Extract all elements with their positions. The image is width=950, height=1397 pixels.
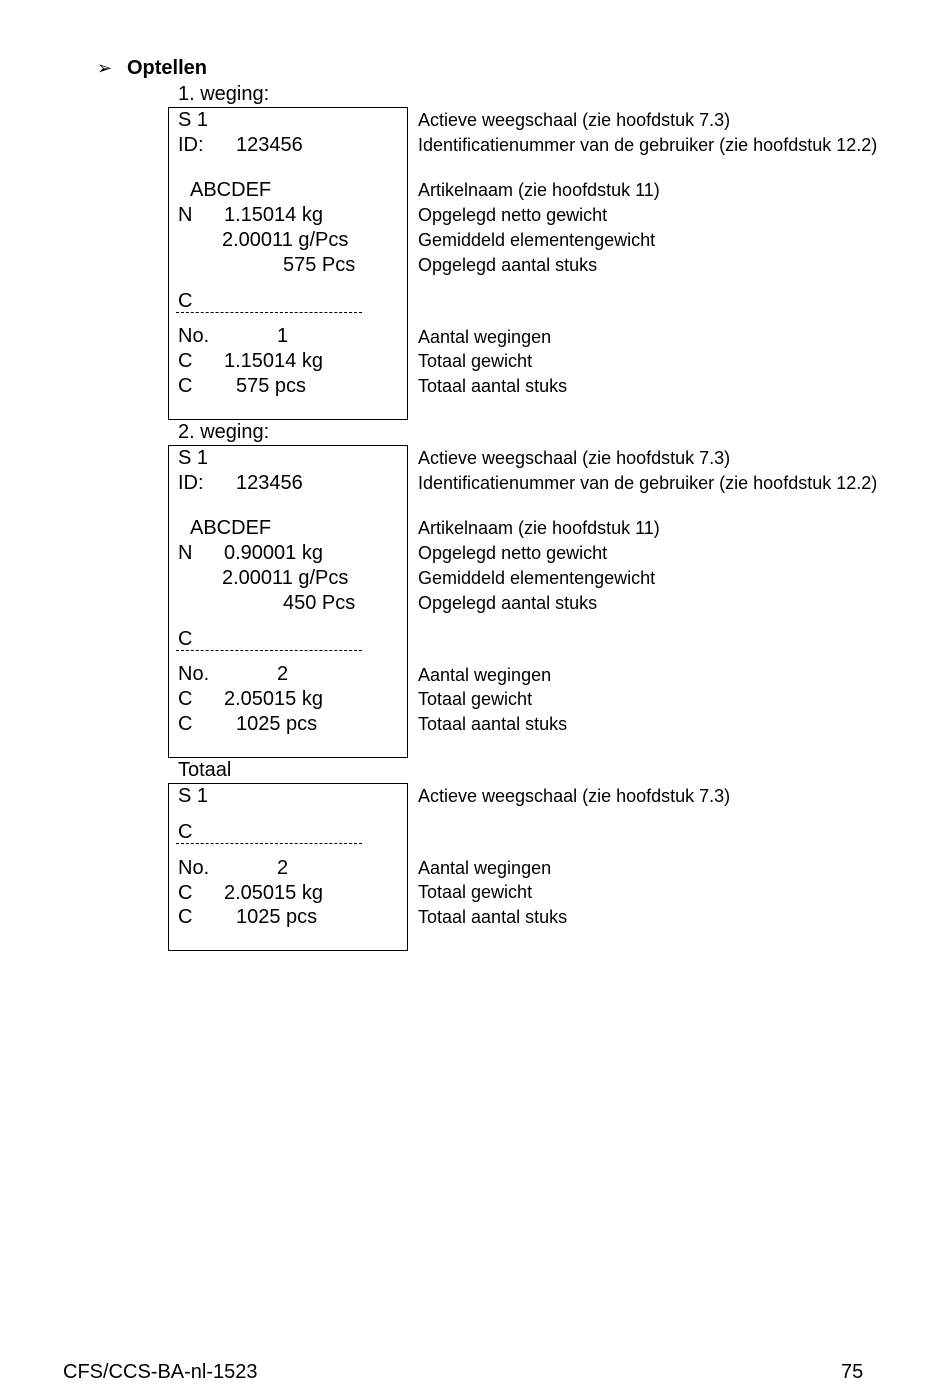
printout-total-label: C [178,350,193,372]
desc-total-weight: Totaal gewicht [418,351,533,371]
printout-pieces: 450 Pcs [283,592,356,614]
heading-title: Optellen [127,57,208,79]
desc-total-pcs: Totaal aantal stuks [418,907,568,927]
section-label-total: Totaal [178,759,232,781]
printout-total-pcs-label: C [178,713,193,735]
printout-c-label: C [178,628,193,650]
printout-scale: S 1 [178,447,209,469]
dashed-separator [176,843,362,844]
printout-no-value: 1 [277,325,289,347]
printout-total-pcs-label: C [178,375,193,397]
printout-n-label: N [178,204,193,226]
printout-total-weight: 1.15014 kg [224,350,323,372]
printout-total-pcs: 1025 pcs [236,906,318,928]
desc-net: Opgelegd netto gewicht [418,205,608,225]
printout-no-label: No. [178,325,210,347]
printout-n-label: N [178,542,193,564]
desc-count: Aantal wegingen [418,665,552,685]
section-label-2: 2. weging: [178,421,270,443]
section-label-1: 1. weging: [178,83,270,105]
desc-article: Artikelnaam (zie hoofdstuk 11) [418,518,660,538]
desc-pieces: Opgelegd aantal stuks [418,255,598,275]
printout-article: ABCDEF [190,517,272,539]
desc-net: Opgelegd netto gewicht [418,543,608,563]
printout-scale: S 1 [178,109,209,131]
desc-count: Aantal wegingen [418,858,552,878]
printout-c-label: C [178,290,193,312]
desc-avg: Gemiddeld elementengewicht [418,568,656,588]
printout-total-weight: 2.05015 kg [224,882,323,904]
printout-no-label: No. [178,857,210,879]
printout-net-weight: 0.90001 kg [224,542,323,564]
printout-id-label: ID: [178,472,204,494]
footer-page-number: 75 [841,1361,864,1383]
desc-scale: Actieve weegschaal (zie hoofdstuk 7.3) [418,786,731,806]
desc-total-weight: Totaal gewicht [418,689,533,709]
desc-scale: Actieve weegschaal (zie hoofdstuk 7.3) [418,448,731,468]
printout-total-label: C [178,882,193,904]
printout-id-value: 123456 [236,472,303,494]
printout-scale: S 1 [178,785,209,807]
printout-article: ABCDEF [190,179,272,201]
printout-total-pcs: 575 pcs [236,375,307,397]
printout-total-pcs-label: C [178,906,193,928]
printout-no-value: 2 [277,663,289,685]
printout-total-label: C [178,688,193,710]
printout-pieces: 575 Pcs [283,254,356,276]
printout-no-value: 2 [277,857,289,879]
printout-avg-weight: 2.00011 g/Pcs [222,567,349,589]
printout-no-label: No. [178,663,210,685]
printout-c-label: C [178,821,193,843]
desc-total-weight: Totaal gewicht [418,882,533,902]
printout-net-weight: 1.15014 kg [224,204,323,226]
footer-doc-id: CFS/CCS-BA-nl-1523 [63,1361,258,1383]
printout-id-label: ID: [178,134,204,156]
printout-total-weight: 2.05015 kg [224,688,323,710]
desc-article: Artikelnaam (zie hoofdstuk 11) [418,180,660,200]
section-heading [97,57,207,80]
printout-avg-weight: 2.00011 g/Pcs [222,229,349,251]
printout-total-pcs: 1025 pcs [236,713,318,735]
desc-id: Identificatienummer van de gebruiker (zie hoofdstuk 12.2) [418,135,878,155]
dashed-separator [176,312,362,313]
arrow-bullet-icon: ➢ [97,58,113,78]
desc-scale: Actieve weegschaal (zie hoofdstuk 7.3) [418,110,731,130]
printout-id-value: 123456 [236,134,303,156]
desc-total-pcs: Totaal aantal stuks [418,714,568,734]
desc-total-pcs: Totaal aantal stuks [418,376,568,396]
dashed-separator [176,650,362,651]
desc-pieces: Opgelegd aantal stuks [418,593,598,613]
desc-count: Aantal wegingen [418,327,552,347]
desc-id: Identificatienummer van de gebruiker (zie hoofdstuk 12.2) [418,473,878,493]
desc-avg: Gemiddeld elementengewicht [418,230,656,250]
